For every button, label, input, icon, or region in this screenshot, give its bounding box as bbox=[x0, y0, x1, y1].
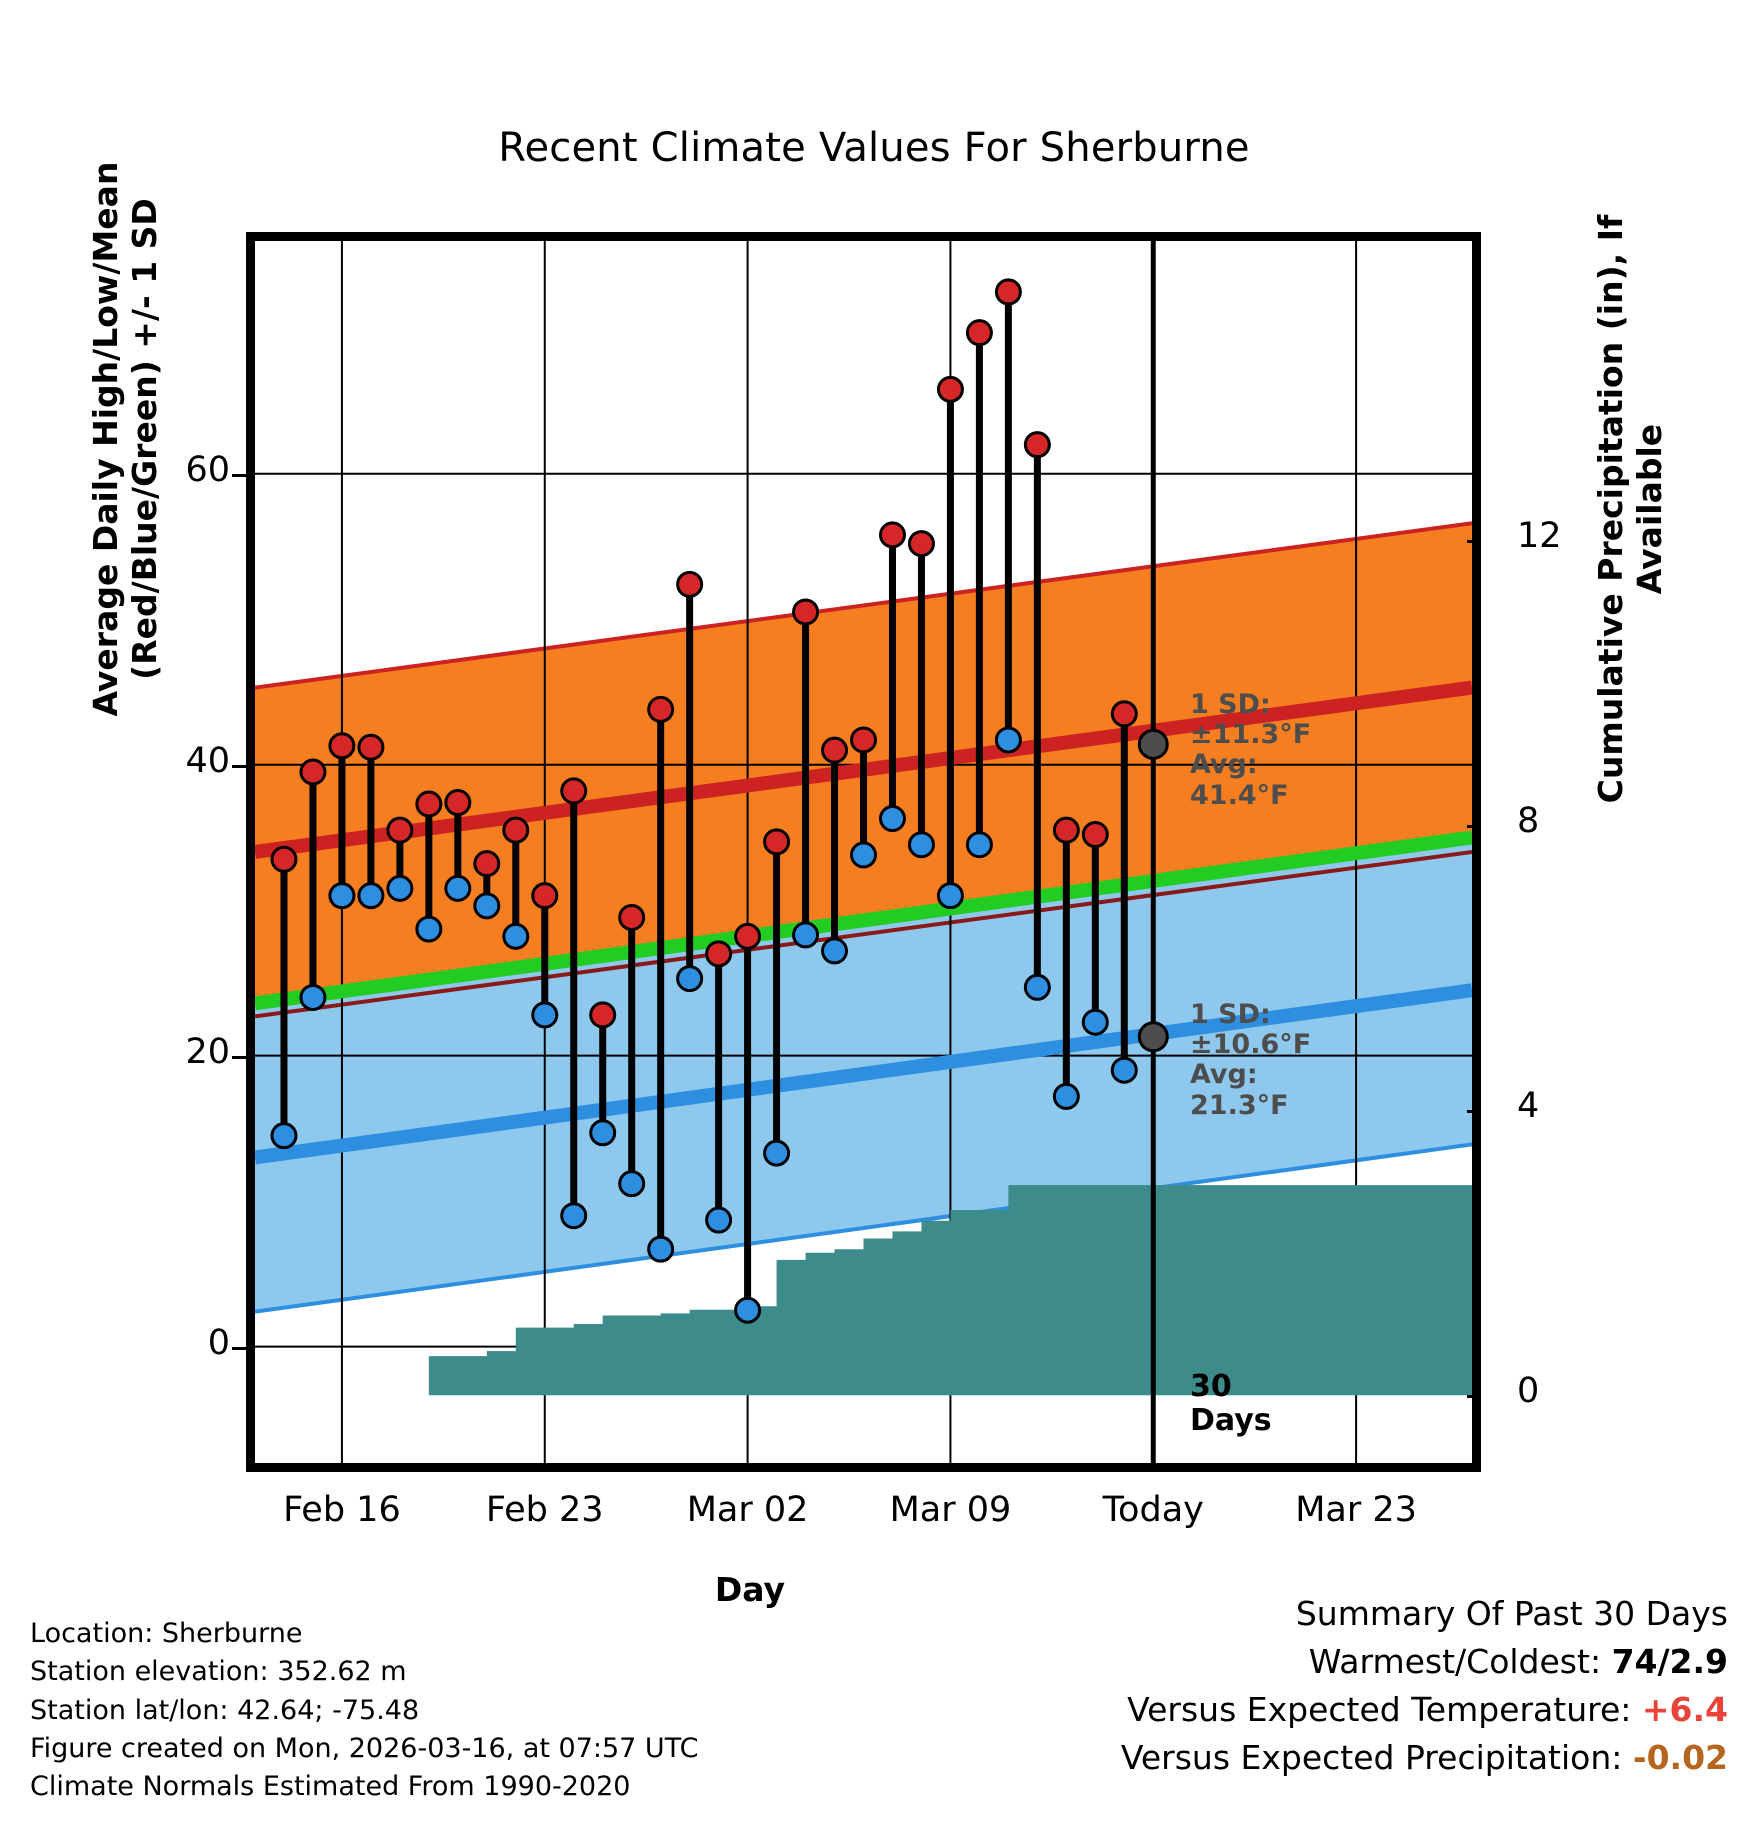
today-low-mean-marker bbox=[1139, 1023, 1167, 1051]
summary-value: -0.02 bbox=[1632, 1737, 1728, 1777]
daily-low-marker bbox=[504, 924, 528, 948]
daily-low-marker bbox=[1025, 975, 1049, 999]
daily-low-marker bbox=[736, 1298, 760, 1322]
daily-low-marker bbox=[707, 1208, 731, 1232]
annotation-line: 1 SD: bbox=[1190, 999, 1271, 1030]
x-tick-label: Today bbox=[1102, 1490, 1204, 1530]
x-tick-label: Mar 23 bbox=[1295, 1490, 1417, 1530]
daily-low-marker bbox=[1083, 1010, 1107, 1034]
daily-low-marker bbox=[938, 884, 962, 908]
daily-low-marker bbox=[330, 884, 354, 908]
daily-high-marker bbox=[446, 791, 470, 815]
daily-high-marker bbox=[996, 280, 1020, 304]
summary-label: Versus Expected Temperature: bbox=[1127, 1689, 1632, 1729]
x-tick-label: Feb 23 bbox=[485, 1490, 604, 1530]
x-tick-label: Mar 02 bbox=[686, 1490, 809, 1530]
y-tick-mark-left bbox=[232, 1056, 246, 1059]
daily-low-marker bbox=[272, 1124, 296, 1148]
y-tick-mark-left bbox=[232, 765, 246, 768]
daily-low-marker bbox=[996, 728, 1020, 752]
daily-high-marker bbox=[794, 600, 818, 624]
daily-low-marker bbox=[446, 876, 470, 900]
y-axis-label-right: Cumulative Precipitation (in), If Available bbox=[1591, 214, 1669, 804]
y-tick-label-right: 8 bbox=[1517, 801, 1540, 842]
daily-high-marker bbox=[1112, 702, 1136, 726]
footer-line: Climate Normals Estimated From 1990-2020 bbox=[30, 1771, 631, 1803]
daily-low-marker bbox=[301, 985, 325, 1009]
daily-high-marker bbox=[909, 532, 933, 556]
y-tick-mark-right bbox=[1467, 540, 1481, 543]
summary-row bbox=[1121, 1686, 1728, 1734]
summary-row bbox=[1121, 1734, 1728, 1782]
summary-panel bbox=[1121, 1590, 1728, 1781]
daily-low-marker bbox=[475, 894, 499, 918]
low-stats-annotation bbox=[1190, 1000, 1311, 1121]
y-tick-label-left: 40 bbox=[185, 740, 230, 781]
y-tick-mark-right bbox=[1467, 1110, 1481, 1113]
summary-title: Summary Of Past 30 Days bbox=[1295, 1594, 1728, 1633]
daily-low-marker bbox=[678, 967, 702, 991]
summary-label: Warmest/Coldest: bbox=[1308, 1641, 1602, 1681]
daily-low-marker bbox=[562, 1204, 586, 1228]
annotation-line: Days bbox=[1190, 1402, 1272, 1438]
x-axis-label: Day bbox=[714, 1570, 786, 1609]
daily-low-marker bbox=[1112, 1058, 1136, 1082]
x-tick-label: Mar 09 bbox=[889, 1490, 1012, 1530]
y-tick-mark-right bbox=[1467, 825, 1481, 828]
daily-high-marker bbox=[301, 760, 325, 784]
daily-low-marker bbox=[591, 1121, 615, 1145]
daily-high-marker bbox=[823, 738, 847, 762]
daily-high-marker bbox=[765, 830, 789, 854]
daily-high-marker bbox=[533, 884, 557, 908]
annotation-line: 30 bbox=[1190, 1369, 1232, 1404]
footer-line: Figure created on Mon, 2026-03-16, at 07:57 UTC bbox=[30, 1732, 699, 1764]
y-tick-label-left: 60 bbox=[185, 449, 230, 490]
daily-low-marker bbox=[533, 1003, 557, 1027]
y-tick-label-right: 12 bbox=[1517, 516, 1562, 557]
daily-high-marker bbox=[649, 697, 673, 721]
daily-high-marker bbox=[1083, 823, 1107, 847]
daily-high-marker bbox=[417, 792, 441, 816]
precip-window-annotation bbox=[1190, 1370, 1272, 1437]
daily-high-marker bbox=[967, 321, 991, 345]
annotation-line: ±11.3°F bbox=[1190, 719, 1312, 751]
annotation-line: ±10.6°F bbox=[1190, 1029, 1312, 1061]
y-axis-label-left: Average Daily High/Low/Mean (Red/Blue/Green) +/- 1 SD bbox=[86, 161, 164, 717]
daily-high-marker bbox=[707, 942, 731, 966]
annotation-line: 41.4°F bbox=[1190, 779, 1289, 811]
daily-high-marker bbox=[562, 779, 586, 803]
footer-metadata bbox=[30, 1615, 698, 1807]
daily-high-marker bbox=[1054, 818, 1078, 842]
daily-low-marker bbox=[359, 884, 383, 908]
daily-low-marker bbox=[649, 1237, 673, 1261]
annotation-line: 21.3°F bbox=[1190, 1089, 1289, 1121]
daily-high-marker bbox=[736, 924, 760, 948]
daily-high-marker bbox=[938, 377, 962, 401]
y-tick-label-left: 20 bbox=[185, 1031, 230, 1072]
y-tick-mark-left bbox=[232, 474, 246, 477]
daily-low-marker bbox=[852, 843, 876, 867]
y-tick-mark-right bbox=[1467, 1395, 1481, 1398]
plot-area bbox=[246, 232, 1481, 1472]
daily-high-marker bbox=[620, 905, 644, 929]
daily-high-marker bbox=[359, 735, 383, 759]
footer-line: Location: Sherburne bbox=[30, 1618, 303, 1649]
daily-high-marker bbox=[330, 734, 354, 758]
daily-high-marker bbox=[852, 728, 876, 752]
y-tick-label-right: 4 bbox=[1517, 1086, 1540, 1127]
x-tick-label: Feb 16 bbox=[283, 1490, 401, 1530]
daily-high-marker bbox=[1025, 433, 1049, 457]
daily-low-marker bbox=[909, 833, 933, 857]
daily-low-marker bbox=[1054, 1084, 1078, 1108]
chart-title: Recent Climate Values For Sherburne bbox=[498, 125, 1250, 171]
daily-high-marker bbox=[591, 1003, 615, 1027]
daily-low-marker bbox=[794, 923, 818, 947]
y-tick-label-right: 0 bbox=[1517, 1371, 1540, 1412]
y-tick-mark-left bbox=[232, 1347, 246, 1350]
daily-high-marker bbox=[880, 523, 904, 547]
summary-label: Versus Expected Precipitation: bbox=[1120, 1737, 1623, 1777]
today-high-mean-marker bbox=[1139, 730, 1167, 758]
daily-high-marker bbox=[388, 818, 412, 842]
annotation-line: Avg: bbox=[1190, 1059, 1258, 1091]
footer-line: Station elevation: 352.62 m bbox=[30, 1656, 407, 1688]
daily-low-marker bbox=[388, 876, 412, 900]
daily-low-marker bbox=[967, 833, 991, 857]
daily-high-marker bbox=[504, 818, 528, 842]
daily-high-marker bbox=[272, 847, 296, 871]
footer-line: Station lat/lon: 42.64; -75.48 bbox=[30, 1694, 420, 1726]
daily-high-marker bbox=[678, 572, 702, 596]
summary-row bbox=[1121, 1638, 1728, 1686]
daily-low-marker bbox=[765, 1141, 789, 1165]
annotation-line: Avg: bbox=[1190, 749, 1258, 781]
daily-low-marker bbox=[880, 807, 904, 831]
daily-low-marker bbox=[823, 939, 847, 963]
summary-value: +6.4 bbox=[1641, 1689, 1728, 1729]
daily-high-marker bbox=[475, 852, 499, 876]
annotation-line: 1 SD: bbox=[1190, 689, 1271, 720]
y-tick-label-left: 0 bbox=[207, 1322, 230, 1363]
daily-low-marker bbox=[417, 917, 441, 941]
daily-low-marker bbox=[620, 1172, 644, 1196]
high-stats-annotation bbox=[1190, 690, 1311, 811]
plot-svg bbox=[255, 241, 1472, 1463]
summary-value: 74/2.9 bbox=[1611, 1641, 1728, 1681]
